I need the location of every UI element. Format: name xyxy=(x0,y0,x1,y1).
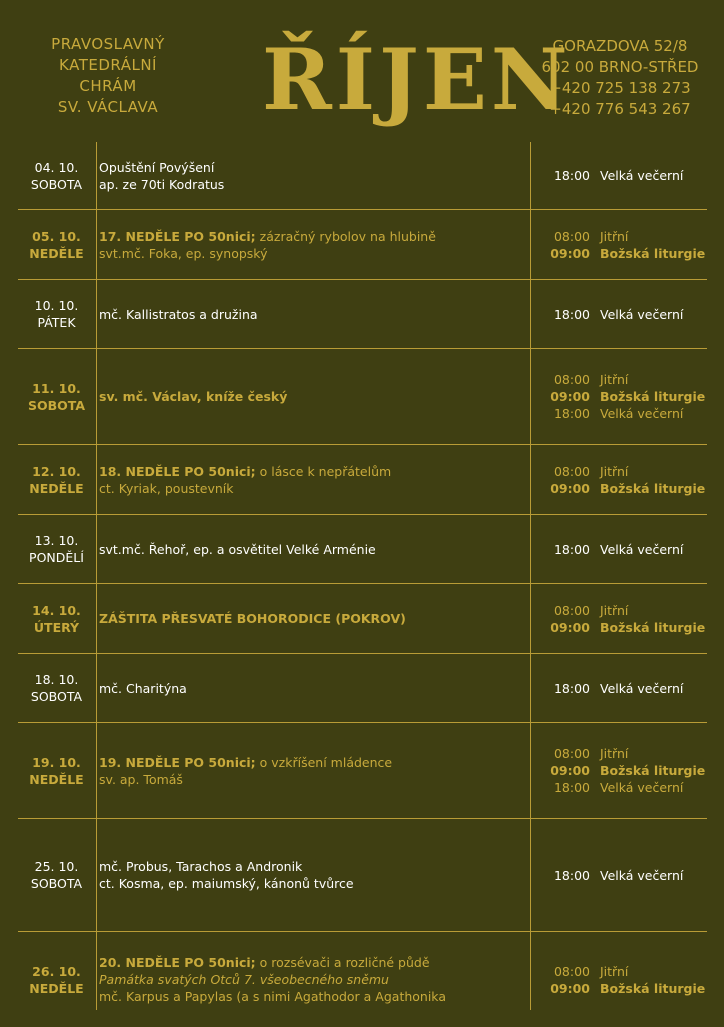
service-entry xyxy=(532,228,707,245)
service-name: Velká večerní xyxy=(600,306,684,322)
date-cell xyxy=(18,515,95,583)
service-entry xyxy=(532,388,707,405)
service-name: Jitřní xyxy=(600,746,629,761)
service-name: Jitřní xyxy=(600,602,629,618)
service-name: Božská liturgie xyxy=(600,763,706,778)
services-cell xyxy=(532,932,707,1027)
description-line xyxy=(99,954,529,971)
day-name: PÁTEK xyxy=(37,315,76,330)
date-cell xyxy=(18,210,95,279)
service-entry xyxy=(532,245,707,262)
schedule-row xyxy=(18,932,707,1027)
services-cell xyxy=(532,445,707,514)
service-name: Velká večerní xyxy=(600,406,684,421)
schedule-row xyxy=(18,445,707,515)
service-time: 09:00 xyxy=(550,980,590,996)
services-cell xyxy=(532,515,707,583)
schedule-row xyxy=(18,142,707,210)
service-entry xyxy=(532,405,707,422)
day-name: NEDĚLE xyxy=(29,480,84,496)
service-name: Božská liturgie xyxy=(600,480,706,496)
saint-text: zázračný rybolov na hlubině xyxy=(255,228,436,244)
service-name: Božská liturgie xyxy=(600,980,706,996)
services-cell xyxy=(532,723,707,818)
service-entry xyxy=(532,963,707,980)
description-line xyxy=(99,858,529,875)
service-entry xyxy=(532,306,707,323)
church-line: SV. VÁCLAVA xyxy=(57,98,159,116)
feast-title: sv. mč. Václav, kníže český xyxy=(99,389,288,404)
service-name: Božská liturgie xyxy=(600,245,706,261)
church-line: KATEDRÁLNÍ xyxy=(59,56,157,74)
description-line xyxy=(99,680,529,697)
service-entry xyxy=(532,680,707,697)
description-line xyxy=(99,988,529,1005)
service-name: Velká večerní xyxy=(600,780,684,795)
service-time: 09:00 xyxy=(550,619,590,635)
feast-title: 19. NEDĚLE PO 50nici; xyxy=(99,754,256,770)
saint-text: o lásce k nepřátelům xyxy=(255,463,392,479)
header xyxy=(0,0,724,142)
service-time: 18:00 xyxy=(553,541,590,557)
saint-text: mč. Charitýna xyxy=(99,680,187,696)
description-cell xyxy=(99,654,529,722)
feast-title: ZÁŠTITA PŘESVATÉ BOHORODICE (POKROV) xyxy=(99,611,406,626)
services-cell xyxy=(532,349,707,444)
service-time: 18:00 xyxy=(553,867,590,883)
description-cell xyxy=(99,349,529,444)
saint-text: mč. Kallistratos a družina xyxy=(99,306,258,322)
service-entry xyxy=(532,371,707,388)
service-time: 08:00 xyxy=(553,602,590,618)
feast-title: 17. NEDĚLE PO 50nici; xyxy=(99,228,256,244)
services-cell xyxy=(532,819,707,931)
saint-text: mč. Karpus a Papylas (a s nimi Agathodor a Agathonika xyxy=(99,989,446,1004)
description-line xyxy=(99,463,529,480)
saint-text: ct. Kyriak, poustevník xyxy=(99,480,234,496)
date-number: 19. 10. xyxy=(32,754,81,770)
description-cell xyxy=(99,584,529,653)
church-line: PRAVOSLAVNÝ xyxy=(51,35,165,53)
description-line xyxy=(99,176,529,193)
service-time: 09:00 xyxy=(550,763,590,778)
description-cell xyxy=(99,280,529,348)
schedule-table xyxy=(18,142,707,1010)
service-name: Božská liturgie xyxy=(600,389,706,404)
month-title: ŘÍJEN xyxy=(262,30,572,129)
date-cell xyxy=(18,445,95,514)
service-time: 18:00 xyxy=(553,680,590,696)
description-cell xyxy=(99,142,529,209)
service-entry xyxy=(532,779,707,796)
saint-text: o rozsévači a rozličné půdě xyxy=(255,955,430,970)
day-name: NEDĚLE xyxy=(29,245,84,261)
service-time: 18:00 xyxy=(553,406,590,421)
commemoration-italic: Památka svatých Otců 7. všeobecného sněmu xyxy=(99,972,389,987)
saint-text: svt.mč. Řehoř, ep. a osvětitel Velké Arménie xyxy=(99,541,376,557)
address-street: GORAZDOVA 52/8 xyxy=(552,37,688,55)
description-line xyxy=(99,245,529,262)
schedule-row xyxy=(18,349,707,445)
saint-text: mč. Probus, Tarachos a Andronik xyxy=(99,859,303,874)
date-number: 05. 10. xyxy=(32,228,81,244)
saint-text: ap. ze 70ti Kodratus xyxy=(99,176,225,192)
description-line xyxy=(99,159,529,176)
description-cell xyxy=(99,723,529,818)
day-name: NEDĚLE xyxy=(29,771,84,787)
description-line xyxy=(99,388,529,405)
date-cell xyxy=(18,723,95,818)
description-line xyxy=(99,754,529,771)
phone-2: +420 776 543 267 xyxy=(549,100,691,118)
day-name: SOBOTA xyxy=(30,176,83,192)
service-time: 09:00 xyxy=(550,480,590,496)
day-name: SOBOTA xyxy=(30,689,83,704)
date-cell xyxy=(18,819,95,931)
address-block xyxy=(520,36,720,120)
saint-text: sv. ap. Tomáš xyxy=(99,771,183,787)
service-entry xyxy=(532,480,707,497)
date-number: 26. 10. xyxy=(32,963,81,979)
service-time: 18:00 xyxy=(553,780,590,795)
service-time: 08:00 xyxy=(553,372,590,387)
description-line xyxy=(99,875,529,892)
service-entry xyxy=(532,602,707,619)
date-cell xyxy=(18,142,95,209)
service-entry xyxy=(532,745,707,762)
date-cell xyxy=(18,584,95,653)
service-name: Velká večerní xyxy=(600,680,684,696)
schedule-row xyxy=(18,280,707,349)
service-time: 09:00 xyxy=(550,245,590,261)
description-cell xyxy=(99,932,529,1027)
services-cell xyxy=(532,654,707,722)
description-cell xyxy=(99,819,529,931)
description-cell xyxy=(99,515,529,583)
description-line xyxy=(99,971,529,988)
service-time: 08:00 xyxy=(553,463,590,479)
date-number: 04. 10. xyxy=(34,159,79,175)
service-time: 08:00 xyxy=(553,746,590,761)
service-entry xyxy=(532,541,707,558)
schedule-row xyxy=(18,819,707,932)
description-line xyxy=(99,610,529,627)
service-entry xyxy=(532,463,707,480)
service-entry xyxy=(532,867,707,884)
service-name: Velká večerní xyxy=(600,168,684,183)
service-name: Velká večerní xyxy=(600,541,684,557)
services-cell xyxy=(532,210,707,279)
saint-text: o vzkříšení mládence xyxy=(255,754,393,770)
service-name: Jitřní xyxy=(600,372,629,387)
day-name: NEDĚLE xyxy=(29,980,84,996)
date-number: 13. 10. xyxy=(34,533,79,548)
saint-text: svt.mč. Foka, ep. synopský xyxy=(99,245,268,261)
date-cell xyxy=(18,654,95,722)
services-cell xyxy=(532,142,707,209)
date-number: 14. 10. xyxy=(32,602,81,618)
services-cell xyxy=(532,280,707,348)
service-name: Jitřní xyxy=(600,463,629,479)
date-number: 12. 10. xyxy=(32,463,81,479)
schedule-row xyxy=(18,515,707,584)
description-line xyxy=(99,228,529,245)
service-entry xyxy=(532,980,707,997)
address-city: 602 00 BRNO-STŘED xyxy=(541,58,699,76)
feast-title: 18. NEDĚLE PO 50nici; xyxy=(99,463,256,479)
service-entry xyxy=(532,762,707,779)
church-line: CHRÁM xyxy=(79,77,137,95)
service-name: Jitřní xyxy=(600,963,629,979)
day-name: SOBOTA xyxy=(30,876,83,891)
description-line xyxy=(99,306,529,323)
description-line xyxy=(99,771,529,788)
description-line xyxy=(99,541,529,558)
description-cell xyxy=(99,445,529,514)
date-cell xyxy=(18,280,95,348)
church-name xyxy=(26,34,190,118)
date-number: 11. 10. xyxy=(32,380,81,396)
feast-title: 20. NEDĚLE PO 50nici; xyxy=(99,955,256,970)
date-number: 25. 10. xyxy=(34,859,79,874)
schedule-row xyxy=(18,584,707,654)
service-time: 08:00 xyxy=(553,963,590,979)
services-cell xyxy=(532,584,707,653)
phone-1: +420 725 138 273 xyxy=(549,79,691,97)
day-name: ÚTERÝ xyxy=(33,619,80,635)
day-name: SOBOTA xyxy=(27,397,85,413)
date-number: 10. 10. xyxy=(34,298,79,313)
service-name: Velká večerní xyxy=(600,867,684,883)
service-time: 18:00 xyxy=(553,306,590,322)
service-entry xyxy=(532,167,707,184)
schedule-row xyxy=(18,654,707,723)
service-name: Jitřní xyxy=(600,228,629,244)
service-time: 18:00 xyxy=(553,168,590,183)
date-cell xyxy=(18,932,95,1027)
service-entry xyxy=(532,619,707,636)
schedule-row xyxy=(18,723,707,819)
day-name: PONDĚLÍ xyxy=(29,550,84,565)
date-cell xyxy=(18,349,95,444)
date-number: 18. 10. xyxy=(34,672,79,687)
description-line xyxy=(99,480,529,497)
service-name: Božská liturgie xyxy=(600,619,706,635)
service-time: 09:00 xyxy=(550,389,590,404)
saint-text: Opuštění Povýšení xyxy=(99,159,215,175)
service-time: 08:00 xyxy=(553,228,590,244)
schedule-row xyxy=(18,210,707,280)
saint-text: ct. Kosma, ep. maiumský, kánonů tvůrce xyxy=(99,876,354,891)
description-cell xyxy=(99,210,529,279)
